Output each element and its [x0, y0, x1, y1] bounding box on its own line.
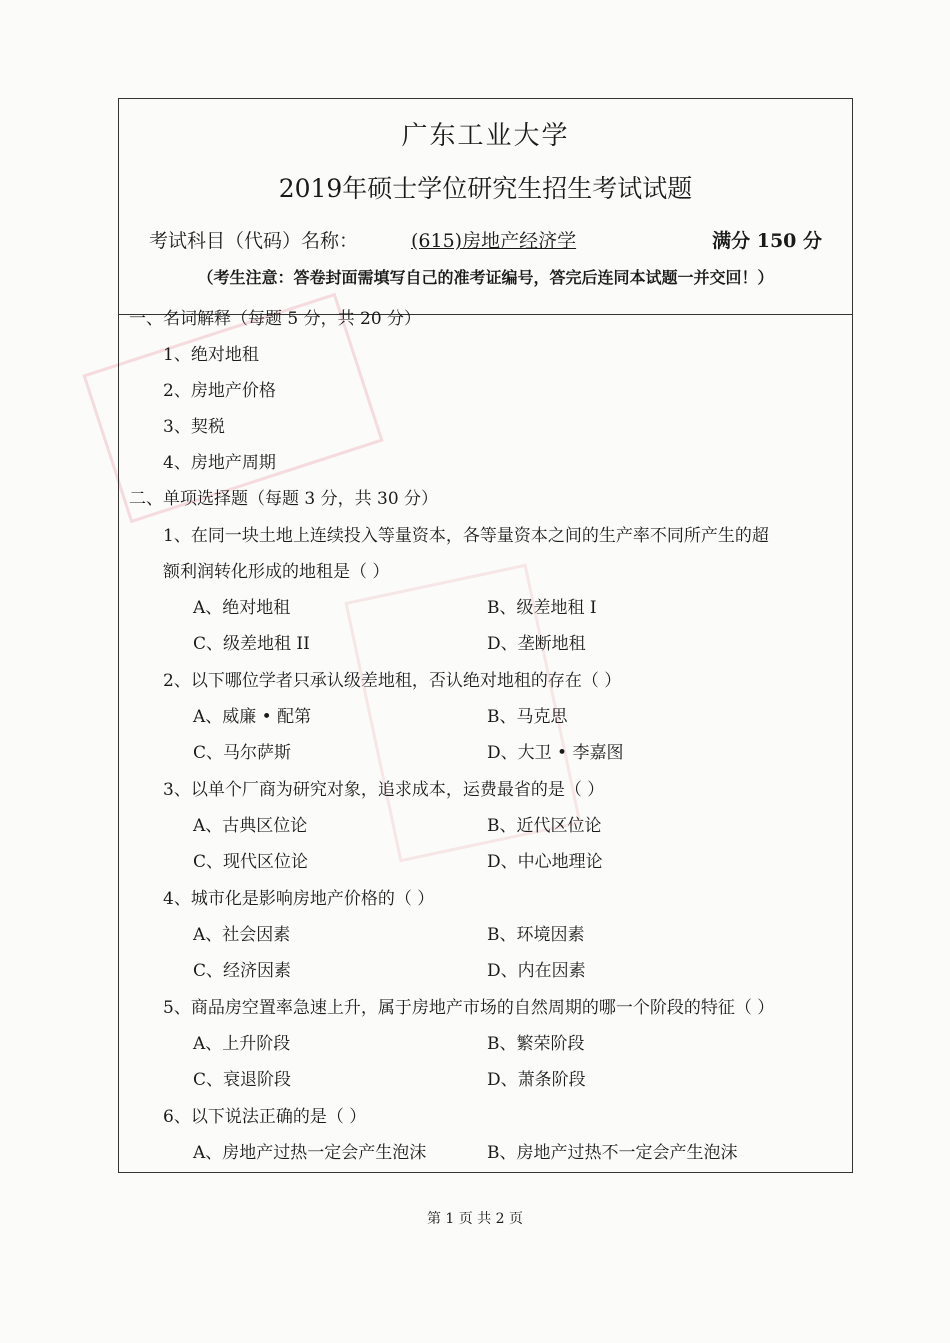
question-stem: 2、以下哪位学者只承认级差地租，否认绝对地租的存在（ ） — [163, 671, 622, 691]
option: A、社会因素 — [193, 925, 291, 945]
option: C、级差地租 II — [193, 634, 310, 654]
option: D、垄断地租 — [487, 634, 586, 654]
question-stem: 1、在同一块土地上连续投入等量资本，各等量资本之间的生产率不同所产生的超 — [163, 526, 769, 546]
full-score: 满分 150 分 — [712, 230, 822, 252]
option: B、级差地租 I — [487, 598, 597, 618]
list-item: 1、绝对地租 — [163, 345, 259, 365]
option: B、马克思 — [487, 707, 568, 727]
list-item: 3、契税 — [163, 417, 225, 437]
option: A、古典区位论 — [193, 816, 308, 836]
option: D、大卫 • 李嘉图 — [487, 743, 624, 763]
question-stem: 额利润转化形成的地租是（ ） — [163, 562, 390, 582]
option: D、中心地理论 — [487, 852, 603, 872]
exam-notice: （考生注意：答卷封面需填写自己的准考证编号，答完后连同本试题一并交回！） — [197, 268, 774, 287]
option: A、威廉 • 配第 — [193, 707, 312, 727]
list-item: 2、房地产价格 — [163, 381, 276, 401]
option: B、房地产过热不一定会产生泡沫 — [487, 1143, 738, 1163]
exam-header — [119, 99, 852, 315]
option: A、上升阶段 — [193, 1034, 291, 1054]
option: D、内在因素 — [487, 961, 586, 981]
section-title: 二、单项选择题（每题 3 分，共 30 分） — [129, 489, 439, 509]
exam-frame — [118, 98, 853, 1173]
option: B、繁荣阶段 — [487, 1034, 585, 1054]
question-stem: 6、以下说法正确的是（ ） — [163, 1107, 367, 1127]
subject-name: (615)房地产经济学 — [411, 230, 577, 252]
school-name: 广东工业大学 — [401, 121, 570, 151]
option: C、经济因素 — [193, 961, 292, 981]
question-stem: 3、以单个厂商为研究对象，追求成本，运费最省的是（ ） — [163, 780, 605, 800]
page-footer: 第 1 页 共 2 页 — [426, 1211, 524, 1227]
subject-label: 考试科目（代码）名称： — [149, 230, 359, 252]
option: D、萧条阶段 — [487, 1070, 586, 1090]
list-item: 4、房地产周期 — [163, 453, 276, 473]
option: B、环境因素 — [487, 925, 585, 945]
option: C、衰退阶段 — [193, 1070, 292, 1090]
option: C、马尔萨斯 — [193, 743, 292, 763]
question-stem: 4、城市化是影响房地产价格的（ ） — [163, 889, 435, 909]
option: B、近代区位论 — [487, 816, 602, 836]
question-stem: 5、商品房空置率急速上升，属于房地产市场的自然周期的哪一个阶段的特征（ ） — [163, 998, 775, 1018]
option: A、房地产过热一定会产生泡沫 — [193, 1143, 427, 1163]
section-title: 一、名词解释（每题 5 分，共 20 分） — [129, 309, 422, 329]
exam-title: 2019年硕士学位研究生招生考试试题 — [278, 174, 693, 203]
option: C、现代区位论 — [193, 852, 309, 872]
option: A、绝对地租 — [193, 598, 291, 618]
